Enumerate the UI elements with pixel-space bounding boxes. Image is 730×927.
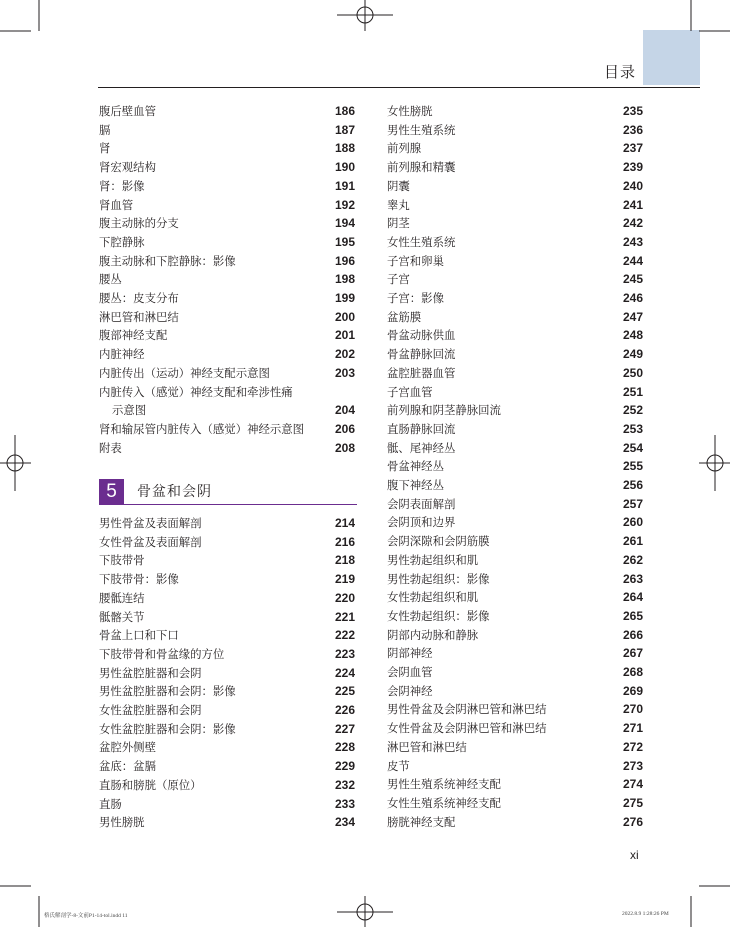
toc-entry-title: 淋巴管和淋巴结 <box>99 309 179 324</box>
toc-entry-title: 骨盆静脉回流 <box>387 347 456 362</box>
toc-entry-title: 男性勃起组织和肌 <box>387 552 479 567</box>
toc-entry-page: 246 <box>622 291 643 305</box>
toc-entry-title: 腰骶连结 <box>99 590 145 605</box>
toc-entry-title: 女性骨盆及会阴淋巴管和淋巴结 <box>387 721 547 736</box>
toc-entry-page: 256 <box>622 478 643 492</box>
toc-entry-page: 241 <box>622 197 643 212</box>
toc-entry-title: 女性生殖系统 <box>387 234 456 249</box>
toc-entry-title: 膀胱神经支配 <box>387 814 456 829</box>
toc-entry-page: 242 <box>622 216 643 231</box>
toc-entry-title: 直肠静脉回流 <box>387 421 456 436</box>
toc-entry-title: 子宫血管 <box>387 384 433 399</box>
toc-entry-page: 240 <box>622 178 643 193</box>
toc-entry-page: 203 <box>334 365 355 380</box>
toc-entry-title: 女性骨盆及表面解剖 <box>99 534 202 549</box>
registration-mark-right-icon <box>699 435 730 491</box>
toc-entry-title: 男性骨盆及表面解剖 <box>99 516 202 530</box>
toc-entry-title: 骶、尾神经丛 <box>387 440 456 455</box>
toc-entry-title: 下肢带骨 <box>99 553 145 568</box>
toc-entry-page: 204 <box>334 403 355 418</box>
toc-entry-page: 248 <box>622 328 643 343</box>
toc-entry-page: 247 <box>622 309 643 324</box>
toc-entry-title: 睾丸 <box>387 197 410 212</box>
toc-entry-page: 257 <box>622 496 643 511</box>
toc-entry-page: 264 <box>622 590 643 605</box>
toc-entry-page: 267 <box>622 646 643 661</box>
toc-entry-page: 244 <box>622 253 643 268</box>
toc-entry-page: 254 <box>622 440 643 455</box>
toc-entry-title: 女性生殖系统神经支配 <box>387 795 501 810</box>
toc-entry-page: 216 <box>334 534 355 549</box>
toc-entry-title: 腰丛：皮支分布 <box>99 291 179 305</box>
toc-entry-title: 会阴深隙和会阴筋膜 <box>387 534 490 549</box>
toc-entry-title: 腹部神经支配 <box>99 328 168 343</box>
toc-entry-title: 女性勃起组织和肌 <box>387 590 479 605</box>
toc-entry-page: 234 <box>334 815 355 830</box>
toc-entry-page: 251 <box>622 384 643 399</box>
toc-entry-page: 262 <box>622 552 643 567</box>
toc-entry-page: 272 <box>622 739 643 754</box>
toc-entry-title: 子宫 <box>387 272 410 287</box>
toc-entry-page: 221 <box>334 609 355 624</box>
crop-mark-top-left-icon <box>0 0 39 31</box>
toc-entry-page: 190 <box>334 160 355 175</box>
toc-entry-page: 227 <box>334 721 355 736</box>
toc-entry-title: 男性骨盆及会阴淋巴管和淋巴结 <box>387 702 547 717</box>
toc-entry-title: 腹主动脉的分支 <box>99 216 179 231</box>
toc-entry-title: 肾 <box>99 141 111 156</box>
toc-entry-title: 子宫和卵巢 <box>387 253 444 268</box>
toc-entry-title: 肾血管 <box>99 197 134 212</box>
toc-entry-title: 会阴血管 <box>387 665 433 679</box>
toc-entry-title: 盆腔脏器血管 <box>387 365 456 380</box>
registration-mark-bottom-icon <box>337 896 393 927</box>
toc-entry-page: 233 <box>334 796 355 811</box>
toc-entry-page: 228 <box>334 740 355 755</box>
toc-entry-page: 229 <box>334 759 355 774</box>
toc-entry-title: 膈 <box>99 122 111 137</box>
toc-entry-page: 222 <box>334 628 355 643</box>
toc-entry-page: 194 <box>334 216 355 231</box>
toc-entry-title: 示意图 <box>112 403 147 418</box>
toc-entry-page: 260 <box>622 515 643 530</box>
registration-mark-left-icon <box>0 435 31 491</box>
toc-entry-title: 女性勃起组织：影像 <box>387 608 490 623</box>
toc-entry-page: 263 <box>622 571 643 586</box>
toc-entry-page: 236 <box>622 122 643 137</box>
toc-entry-page: 195 <box>334 234 355 249</box>
crop-mark-top-right-icon <box>691 0 730 31</box>
toc-entry-title: 女性盆腔脏器和会阴 <box>99 703 202 717</box>
toc-entry-page: 186 <box>334 104 355 118</box>
toc-entry-page: 206 <box>334 421 355 436</box>
toc-entry-title: 肾宏观结构 <box>99 160 156 175</box>
toc-entry-page: 188 <box>334 141 355 156</box>
toc-entry-title: 肾和输尿管内脏传入（感觉）神经示意图 <box>99 421 305 436</box>
toc-entry-title: 淋巴管和淋巴结 <box>387 739 467 754</box>
toc-entry-page: 245 <box>622 272 643 287</box>
toc-entry-page: 219 <box>334 572 355 587</box>
toc-entry-page: 239 <box>622 160 643 175</box>
toc-entry-title: 盆底：盆膈 <box>99 759 156 774</box>
toc-entry-title: 会阴顶和边界 <box>387 515 456 530</box>
toc-entry-page: 261 <box>622 534 643 549</box>
toc-entry-title: 直肠 <box>99 796 122 811</box>
toc-entry-title: 女性膀胱 <box>387 104 433 118</box>
toc-entry-title: 腰丛 <box>99 272 122 287</box>
toc-entry-page: 273 <box>622 758 643 773</box>
toc-entry-page: 253 <box>622 421 643 436</box>
toc-entry-title: 皮节 <box>387 758 410 773</box>
toc-entry-page: 252 <box>622 403 643 418</box>
toc-entry-page: 224 <box>334 665 355 680</box>
toc-entry-page: 249 <box>622 347 643 362</box>
toc-entry-title: 骶髂关节 <box>99 609 145 624</box>
toc-entry-title: 女性盆腔脏器和会阴：影像 <box>99 721 236 736</box>
toc-entry-title: 阴茎 <box>387 216 410 231</box>
toc-entry-page: 225 <box>334 684 355 699</box>
toc-entry-title: 下肢带骨：影像 <box>99 572 179 587</box>
toc-entry-page: 218 <box>334 553 355 568</box>
toc-entry-title: 男性盆腔脏器和会阴：影像 <box>99 684 236 699</box>
toc-entry-title: 骨盆动脉供血 <box>387 328 456 343</box>
crop-mark-bottom-right-icon <box>691 886 730 927</box>
toc-entry-title: 腹主动脉和下腔静脉：影像 <box>99 253 236 268</box>
print-slug-timestamp: 2022.8.9 1:28:26 PM <box>622 911 669 917</box>
chapter-number-badge: 5 <box>99 479 124 504</box>
toc-entry-title: 会阴神经 <box>387 683 433 698</box>
toc-entry-title: 内脏传入（感觉）神经支配和牵涉性痛 <box>99 384 293 399</box>
toc-entry-page: 199 <box>334 291 355 305</box>
toc-entry-title: 男性膀胱 <box>99 815 145 830</box>
toc-entry-page: 270 <box>622 702 643 717</box>
toc-entry-title: 直肠和膀胱（原位） <box>99 777 202 792</box>
toc-entry-page: 223 <box>334 646 355 661</box>
toc-entry-title: 盆腔外侧壁 <box>99 740 156 755</box>
toc-entry-page: 192 <box>334 197 355 212</box>
page-folio: xi <box>630 848 639 862</box>
toc-entry-title: 会阴表面解剖 <box>387 496 456 511</box>
toc-entry-page: 235 <box>622 104 643 118</box>
toc-entry-title: 骨盆神经丛 <box>387 459 444 474</box>
toc-entry-page: 196 <box>334 253 355 268</box>
print-slug-file: 格氏解剖学-8-文前P1-14-tol.indd 11 <box>44 913 128 919</box>
toc-entry-title: 下腔静脉 <box>99 234 145 249</box>
toc-entry-page: 187 <box>334 122 355 137</box>
toc-entry-page: 232 <box>334 777 355 792</box>
toc-entry-page: 269 <box>622 683 643 698</box>
toc-entry-title: 阴部神经 <box>387 646 433 661</box>
toc-entry-title: 腹下神经丛 <box>387 478 444 492</box>
toc-entry-page: 265 <box>622 608 643 623</box>
toc-entry-page: 237 <box>622 141 643 156</box>
toc-entry-title: 男性盆腔脏器和会阴 <box>99 665 202 680</box>
toc-entry-title: 前列腺和阴茎静脉回流 <box>387 403 501 418</box>
toc-entry-title: 男性生殖系统 <box>387 122 456 137</box>
toc-entry-page: 275 <box>622 795 643 810</box>
toc-entry-title: 肾：影像 <box>99 178 145 193</box>
toc-entry-page: 208 <box>334 440 355 455</box>
toc-entry-title: 前列腺和精囊 <box>387 160 456 175</box>
toc-entry-title: 内脏传出（运动）神经支配示意图 <box>99 365 270 380</box>
toc-entry-page: 274 <box>622 777 643 792</box>
toc-entry-page: 266 <box>622 627 643 642</box>
toc-entry-title: 男性勃起组织：影像 <box>387 571 490 586</box>
toc-entry-page: 191 <box>334 178 355 193</box>
toc-entry-title: 盆筋膜 <box>387 309 422 324</box>
toc-entry-page: 250 <box>622 365 643 380</box>
toc-entry-title: 前列腺 <box>387 141 422 156</box>
chapter-title: 骨盆和会阴 <box>137 484 212 500</box>
toc-entry-page: 268 <box>622 665 643 679</box>
toc-entry-page: 220 <box>334 590 355 605</box>
toc-entry-page: 214 <box>334 516 355 530</box>
toc-entry-title: 内脏神经 <box>99 347 145 362</box>
toc-entry-title: 男性生殖系统神经支配 <box>387 777 501 792</box>
toc-entry-page: 271 <box>622 721 643 736</box>
toc-entry-page: 202 <box>334 347 355 362</box>
crop-mark-bottom-left-icon <box>0 886 39 927</box>
toc-entry-page: 198 <box>334 272 355 287</box>
toc-entry-page: 200 <box>334 309 355 324</box>
toc-entry-page: 243 <box>622 234 643 249</box>
registration-mark-top-icon <box>337 0 393 31</box>
toc-entry-page: 201 <box>334 328 355 343</box>
toc-entry-title: 骨盆上口和下口 <box>99 628 179 643</box>
toc-entry-title: 下肢带骨和骨盆缘的方位 <box>99 646 225 661</box>
page-title: 目录 <box>604 63 637 81</box>
toc-entry-title: 附表 <box>99 440 122 455</box>
toc-entry-title: 腹后壁血管 <box>99 104 156 118</box>
toc-entry-title: 阴囊 <box>387 178 410 193</box>
toc-entry-page: 276 <box>622 814 643 829</box>
toc-entry-title: 阴部内动脉和静脉 <box>387 627 479 642</box>
toc-entry-page: 255 <box>622 459 643 474</box>
toc-entry-page: 226 <box>334 703 355 717</box>
toc-entry-title: 子宫：影像 <box>387 291 444 305</box>
